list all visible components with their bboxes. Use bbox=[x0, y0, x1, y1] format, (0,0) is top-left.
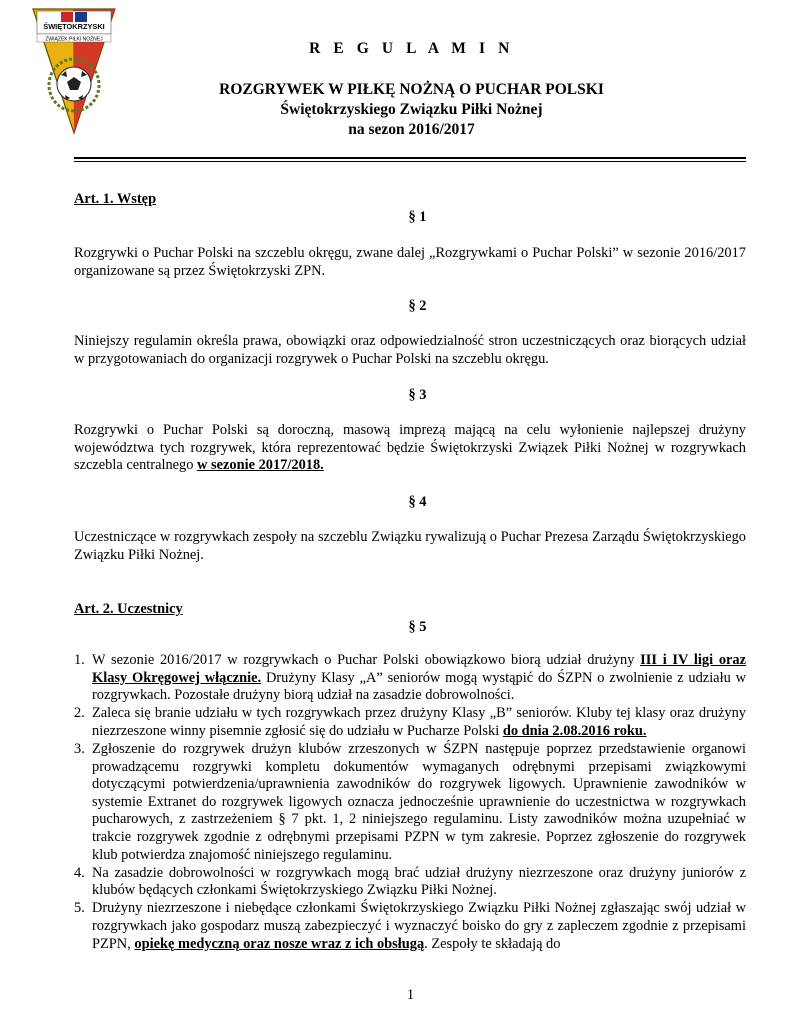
section-3-text bbox=[74, 422, 746, 475]
list-item-emphasis: opiekę medyczną oraz nosze wraz z ich obsługą bbox=[134, 935, 425, 952]
list-item-text: Zaleca się branie udziału w tych rozgrywkach przez drużyny Klasy „B” seniorów. Kluby tej klasy oraz drużyny niezrzeszone winny pisemnie zgłosić się do udziału w Pucharze Polski bbox=[92, 705, 746, 739]
season-line: na sezon 2016/2017 bbox=[348, 121, 475, 138]
list-item-text-tail: . Zespoły te składają do bbox=[424, 935, 561, 952]
section-3-emphasis: w sezonie 2017/2018. bbox=[197, 457, 324, 474]
list-item-number: 1. bbox=[74, 652, 85, 668]
section-5-list bbox=[74, 652, 746, 954]
section-2-text: Niniejszy regulamin określa prawa, obowiązki oraz odpowiedzialność stron uczestniczących oraz biorących udział w przygotowaniach do organizacji rozgrywek o Puchar Polski na szczeblu okręgu. bbox=[74, 333, 746, 367]
list-item-number: 5. bbox=[74, 900, 85, 917]
list-item-text: Na zasadzie dobrowolności w rozgrywkach mogą brać udział drużyny niezrzeszone oraz drużyny juniorów z klubów będących członkami Świętokrzyskiego Związku Piłki Nożnej. bbox=[92, 864, 746, 899]
organization-name: Świętokrzyskiego Związku Piłki Nożnej bbox=[280, 101, 543, 118]
article-2-heading: Art. 2. Uczestnicy bbox=[74, 601, 183, 617]
document-title: R E G U L A M I N bbox=[309, 40, 514, 57]
section-mark-4: § 4 bbox=[408, 494, 427, 510]
list-item-number: 4. bbox=[74, 864, 85, 881]
document-subtitle: ROZGRYWEK W PIŁKĘ NOŻNĄ O PUCHAR POLSKI bbox=[219, 81, 604, 98]
list-item-text: Drużyny niezrzeszone i niebędące członkami Świętokrzyskiego Związku Piłki Nożnej zgłaszając swój udział w rozgrywkach jako gospodarz muszą zabezpieczyć i wyznaczyć boisko do gry z zapleczem zgodnie z przepisami PZPN, bbox=[92, 900, 746, 952]
list-item bbox=[74, 865, 746, 900]
section-3-body: Rozgrywki o Puchar Polski są doroczną, masową imprezą mającą na celu wyłonienie najlepszej drużyny województwa tych rozgrywek, która reprezentować będzie Świętokrzyski Związek Piłki Nożnej w rozgrywkach szczebla centralnego bbox=[74, 422, 746, 474]
section-mark-2: § 2 bbox=[408, 298, 427, 314]
page-number: 1 bbox=[406, 987, 415, 1003]
list-item bbox=[74, 741, 746, 864]
article-1-heading: Art. 1. Wstęp bbox=[74, 191, 157, 207]
list-item-text-tail: Drużyny Klasy „A” seniorów mogą wystąpić do ŚZPN o zwolnienie z udziału w rozgrywkach. Pozostałe drużyny biorą udział na zasadzie dobrowolności. bbox=[92, 669, 746, 704]
section-4-text: Uczestniczące w rozgrywkach zespoły na szczeblu Związku rywalizują o Puchar Prezesa Zarządu Świętokrzyskiego Związku Piłki Nożnej. bbox=[74, 529, 746, 563]
list-item-emphasis: do dnia 2.08.2016 roku. bbox=[502, 722, 647, 739]
section-mark-5: § 5 bbox=[408, 619, 427, 635]
list-item-text: W sezonie 2016/2017 w rozgrywkach o Puchar Polski obowiązkowo biorą udział drużyny bbox=[92, 652, 641, 668]
list-item-text: Zgłoszenie do rozgrywek drużyn klubów zrzeszonych w ŚZPN następuje poprzez przedstawienie organowi prowadzącemu rozgrywki kompletu dokumentów wymaganych odrębnymi przepisami związkowymi dotyczącymi potwierdzenia/uprawnienia zawodników do rozgrywek ligowych. Uprawnienie zawodników w systemie Extranet do rozgrywek ligowych oznacza jednocześnie uprawnienie do uczestnictwa w rozgrywkach pucharowych, z zastrzeżeniem § 7 pkt. 1, 2 niniejszego regulaminu. Listy zawodników można uzupełniać w trakcie rozgrywek zgodnie z odrębnymi przepisami PZPN w tym zakresie. Poprzez zgłoszenie do rozgrywek klub potwierdza znajomość niniejszego regulaminu. bbox=[92, 740, 746, 863]
list-item-number: 3. bbox=[74, 740, 85, 757]
logo-text-1: ŚWIĘTOKRZYSKI bbox=[43, 22, 105, 31]
header-rule bbox=[74, 157, 746, 159]
logo-text-2: ZWIĄZEK PIŁKI NOŻNEJ bbox=[45, 36, 103, 43]
list-item bbox=[74, 652, 746, 705]
list-item bbox=[74, 900, 746, 953]
list-item bbox=[74, 705, 746, 740]
list-item-number: 2. bbox=[74, 705, 85, 722]
list-item-emphasis: III i IV ligi oraz Klasy Okręgowej włącznie. bbox=[92, 652, 746, 686]
section-mark-1: § 1 bbox=[408, 209, 427, 225]
header-rule-thin bbox=[74, 161, 746, 162]
section-mark-3: § 3 bbox=[408, 387, 427, 403]
section-1-text: Rozgrywki o Puchar Polski na szczeblu okręgu, zwane dalej „Rozgrywkami o Puchar Polski” w sezonie 2016/2017 organizowane są przez Świętokrzyski ZPN. bbox=[74, 245, 746, 279]
